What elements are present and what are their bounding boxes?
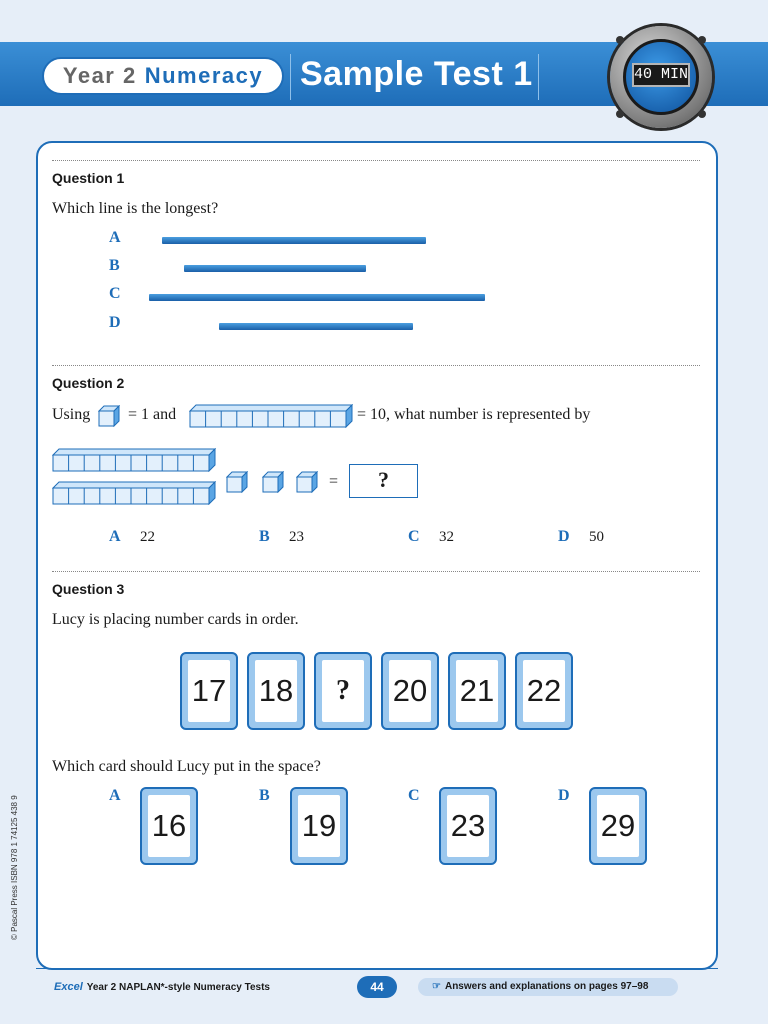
book-title: Year 2 NAPLAN*-style Numeracy Tests	[86, 982, 270, 993]
option-b-letter[interactable]: B	[109, 257, 120, 274]
answer-a-value[interactable]: 22	[140, 529, 155, 545]
pointing-hand-icon: ☞	[432, 981, 441, 992]
answer-c-letter[interactable]: C	[408, 787, 420, 804]
sequence-card: 18	[247, 652, 305, 730]
sequence-card: 21	[448, 652, 506, 730]
answer-b-letter[interactable]: B	[259, 787, 270, 804]
line-c	[149, 294, 485, 301]
equals-sign: =	[329, 473, 339, 490]
dotted-divider	[52, 160, 700, 161]
question-2-eq10: = 10, what number is represented by	[357, 406, 591, 423]
answer-card-b[interactable]: 19	[290, 787, 348, 865]
question-1-heading: Question 1	[52, 170, 125, 186]
divider	[290, 54, 291, 100]
dotted-divider	[52, 571, 700, 572]
ten-rod-icon	[52, 481, 216, 499]
answer-card-c[interactable]: 23	[439, 787, 497, 865]
sequence-card: 20	[381, 652, 439, 730]
line-b	[184, 265, 366, 272]
copyright-text: © Pascal Press ISBN 978 1 74125 438 9	[10, 795, 19, 940]
unit-cube-icon	[262, 471, 280, 489]
question-2-heading: Question 2	[52, 375, 125, 391]
answer-c-letter[interactable]: C	[408, 528, 420, 545]
excel-brand: Excel	[54, 981, 83, 993]
answer-card-d[interactable]: 29	[589, 787, 647, 865]
subject-pill	[42, 57, 284, 95]
sequence-card: 17	[180, 652, 238, 730]
unit-cube-icon	[226, 471, 244, 489]
page-title: Sample Test 1	[300, 55, 533, 93]
footer-book	[54, 981, 270, 993]
footer-rule	[36, 968, 718, 969]
line-a	[162, 237, 426, 244]
line-d	[219, 323, 413, 330]
dotted-divider	[52, 365, 700, 366]
ten-rod-icon	[52, 448, 216, 466]
question-3-prompt: Which card should Lucy put in the space?	[52, 758, 321, 775]
answer-card-a[interactable]: 16	[140, 787, 198, 865]
answers-note-text: Answers and explanations on pages 97–98	[444, 981, 649, 992]
question-3-heading: Question 3	[52, 581, 125, 597]
question-3-text: Lucy is placing number cards in order.	[52, 611, 299, 628]
page-number: 44	[357, 976, 397, 998]
option-d-letter[interactable]: D	[109, 314, 121, 331]
stopwatch-icon	[610, 26, 712, 128]
answers-note	[418, 978, 678, 996]
answer-d-letter[interactable]: D	[558, 528, 570, 545]
subject-label: Numeracy	[144, 63, 264, 88]
divider	[538, 54, 539, 100]
answer-c-value[interactable]: 32	[439, 529, 454, 545]
unit-cube-icon	[296, 471, 314, 489]
unit-cube-icon	[98, 405, 116, 423]
question-1-text: Which line is the longest?	[52, 200, 219, 217]
option-c-letter[interactable]: C	[109, 285, 121, 302]
answer-d-letter[interactable]: D	[558, 787, 570, 804]
answer-a-letter[interactable]: A	[109, 787, 121, 804]
sequence-card: 22	[515, 652, 573, 730]
year-label: Year 2	[62, 63, 137, 88]
question-2-using: Using	[52, 406, 91, 423]
option-a-letter[interactable]: A	[109, 229, 121, 246]
answer-a-letter[interactable]: A	[109, 528, 121, 545]
answer-d-value[interactable]: 50	[589, 529, 604, 545]
answer-b-letter[interactable]: B	[259, 528, 270, 545]
sequence-card-missing: ?	[314, 652, 372, 730]
answer-b-value[interactable]: 23	[289, 529, 304, 545]
ten-rod-icon	[189, 404, 353, 422]
question-2-eq1: = 1 and	[128, 406, 177, 423]
timer-display: 40 MIN	[632, 63, 690, 87]
answer-box: ?	[349, 464, 418, 498]
